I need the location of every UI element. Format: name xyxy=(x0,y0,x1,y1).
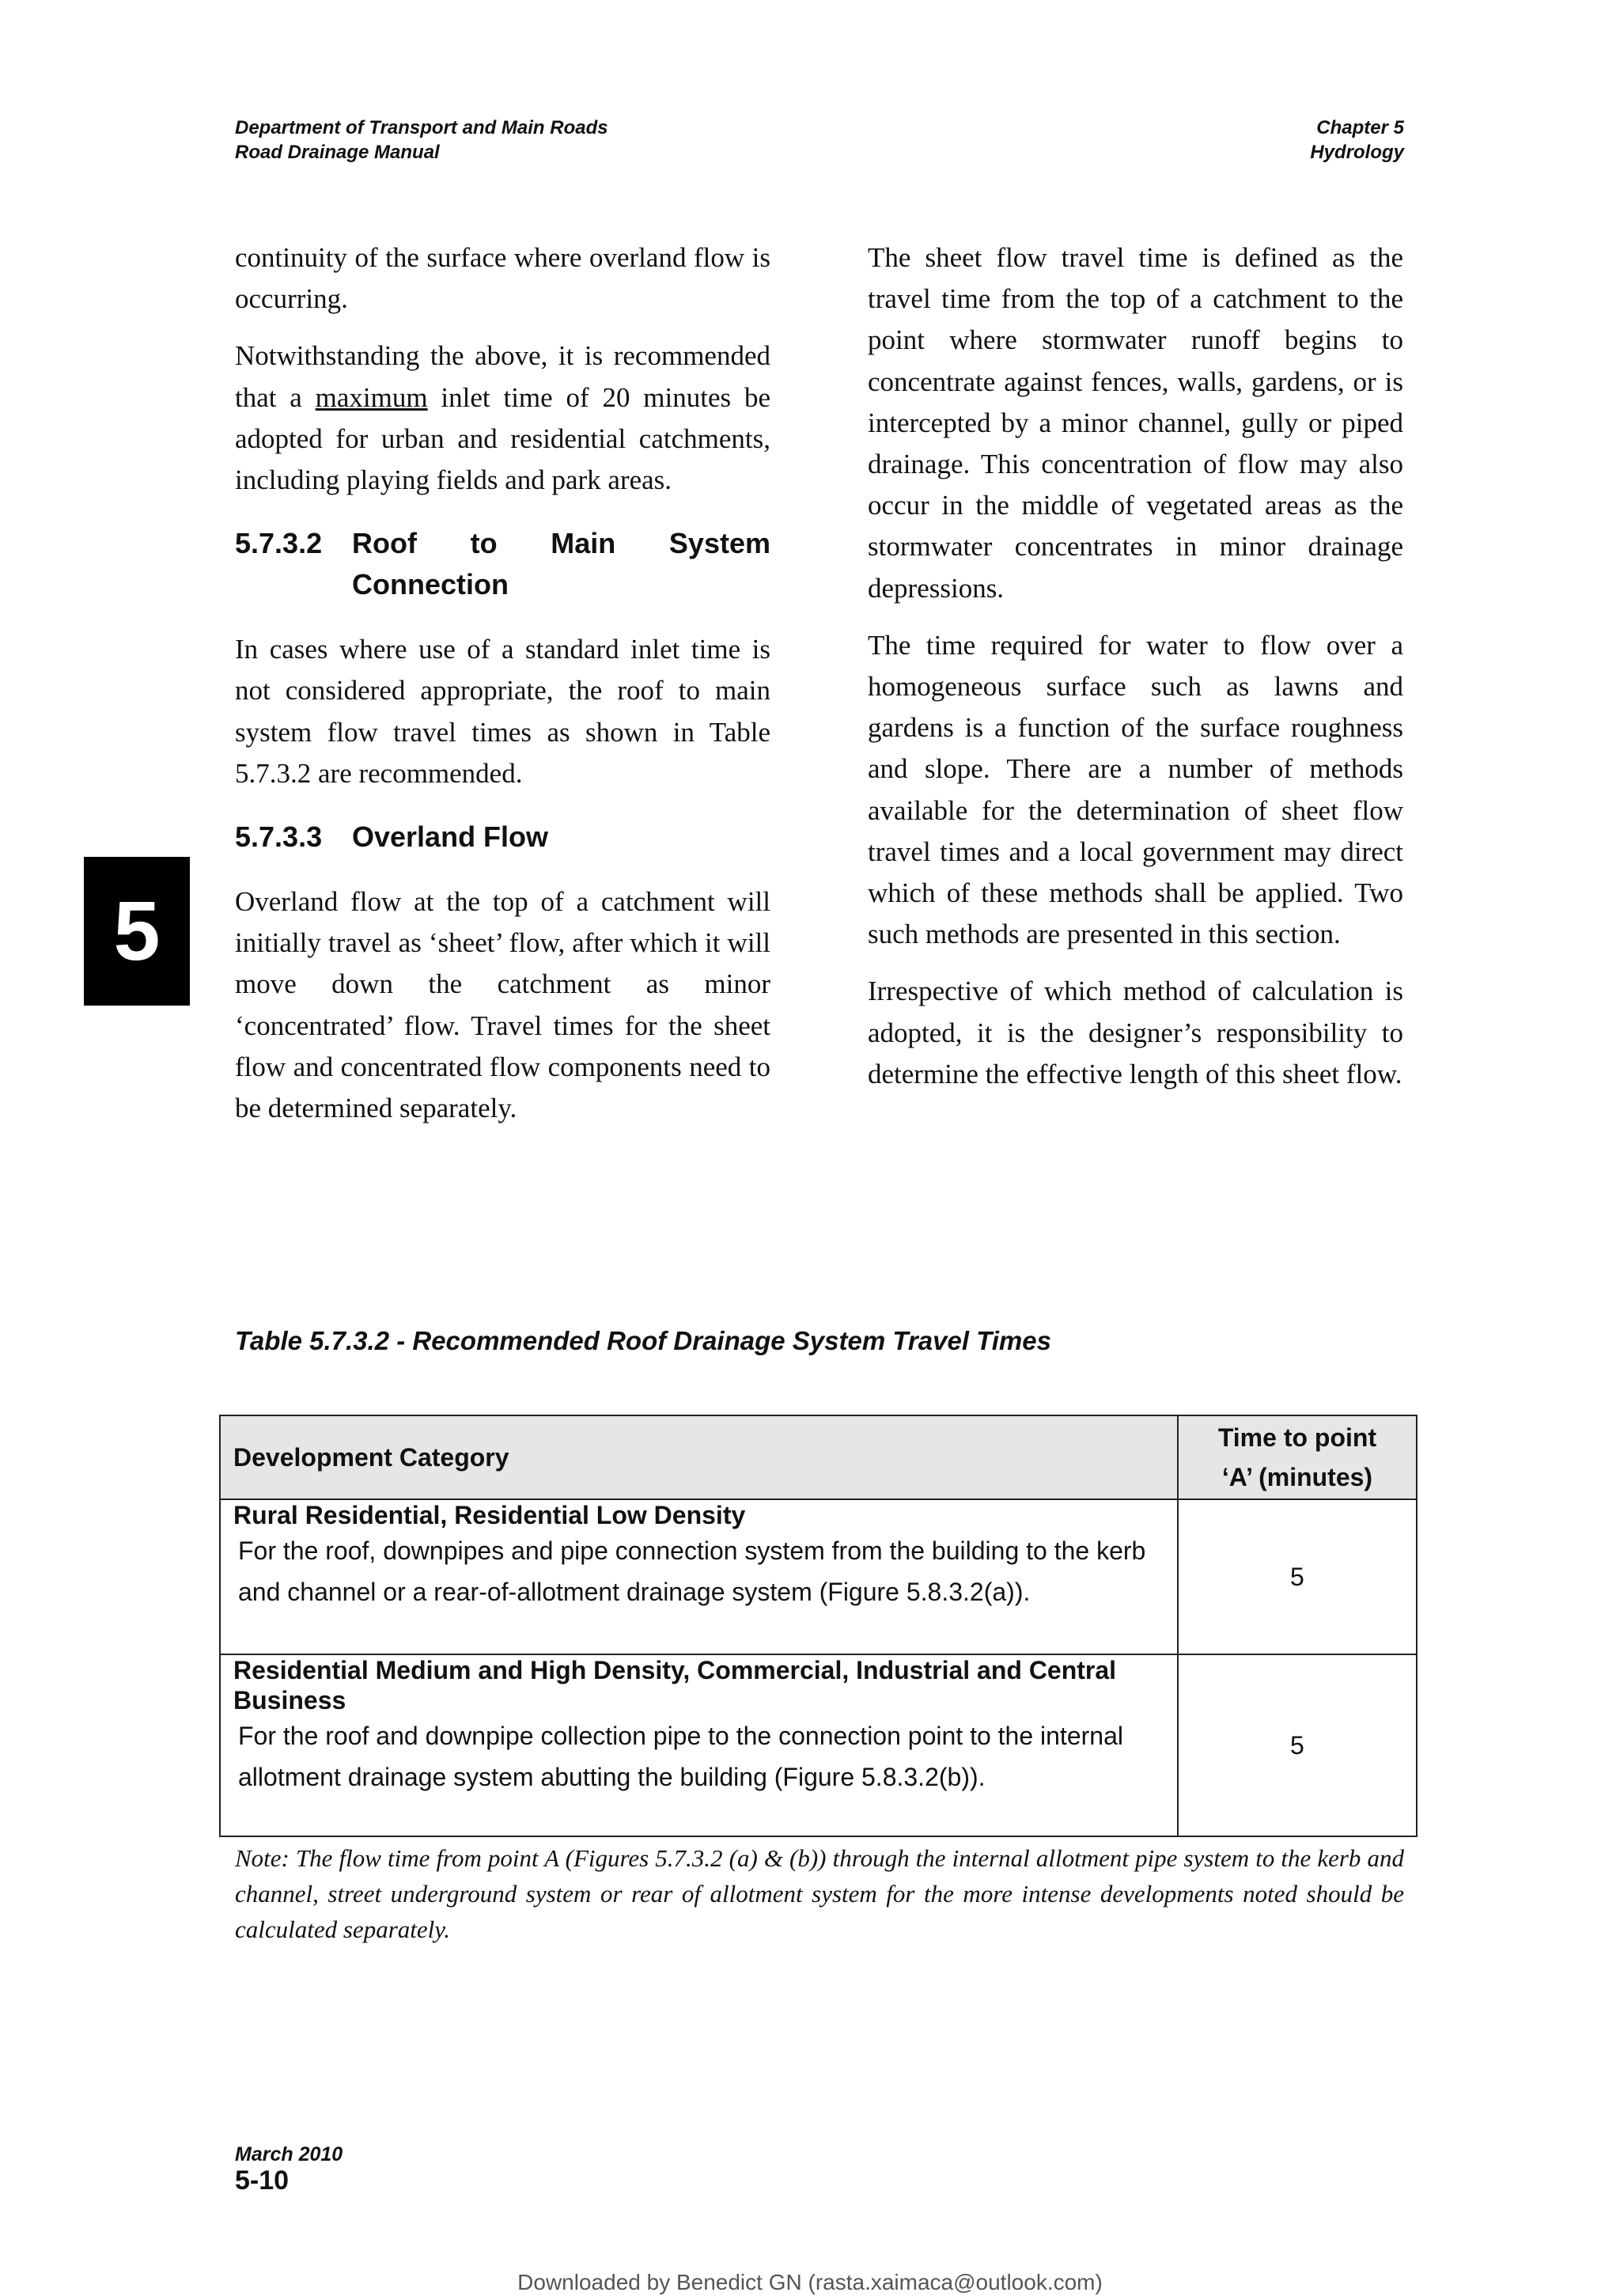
section-heading-5-7-3-2 xyxy=(235,523,770,605)
page-number: 5-10 xyxy=(235,2165,290,2196)
table-caption: Table 5.7.3.2 - Recommended Roof Drainage System Travel Times xyxy=(235,1326,1051,1355)
header-line: Time to point xyxy=(1217,1423,1377,1452)
section-heading-5-7-3-3 xyxy=(235,816,770,858)
category-name: Rural Residential, Residential Low Density xyxy=(233,1501,746,1529)
chapter-tab: 5 xyxy=(84,857,190,1006)
text-run: Notwithstanding the above, it is recommended that a xyxy=(235,340,770,413)
section-number: 5.7.3.3 xyxy=(235,820,323,854)
text-run: inlet time of 20 minutes be adopted for urban and residential catchments, including playing fields and park areas. xyxy=(235,381,770,496)
category-name: Residential Medium and High Density, Commercial, Industrial and Central Business xyxy=(233,1656,1117,1714)
footer-date: March 2010 xyxy=(235,2143,343,2165)
right-column xyxy=(868,237,1403,1111)
page-header-right xyxy=(1310,116,1404,165)
paragraph: Overland flow at the top of a catchment will initially travel as ‘sheet’ flow, after which it will move down the catchment as minor ‘concentrated’ flow. Travel times for the sheet flow and concentrated flow components need to be determined separately. xyxy=(235,886,770,1124)
section-title: Roof to Main System Connection xyxy=(352,527,770,601)
time-cell: 5 xyxy=(1178,1499,1417,1654)
paragraph: The time required for water to flow over a homogeneous surface such as lawns and gardens is a function of the surface roughness and slope. There are a number of methods available for the determination of sheet flow travel times and a local government may direct which of these methods shall be applied. Two such methods are presented in this section. xyxy=(868,629,1403,950)
manual-name: Road Drainage Manual xyxy=(235,142,440,163)
table-row xyxy=(220,1654,1417,1836)
category-description: For the roof and downpipe collection pipe to the connection point to the internal allotment drainage system abutting the building (Figure 5.8.3.2(b)). xyxy=(238,1722,1123,1791)
paragraph: In cases where use of a standard inlet time is not considered appropriate, the roof to main system flow travel times as shown in Table 5.7.3.2 are recommended. xyxy=(235,634,770,789)
table-header-row xyxy=(220,1415,1417,1499)
paragraph xyxy=(235,335,770,501)
table-note: Note: The flow time from point A (Figures 5.7.3.2 (a) & (b)) through the internal allotment pipe system to the kerb and channel, street underground system or rear of allotment system for the more intense developments noted should be calculated separately. xyxy=(235,1844,1404,1943)
category-description: For the roof, downpipes and pipe connection system from the building to the kerb and channel or a rear-of-allotment drainage system (Figure 5.8.3.2(a)). xyxy=(238,1536,1146,1606)
column-header-time xyxy=(1178,1415,1417,1499)
underlined-word: maximum xyxy=(315,381,428,413)
table-row xyxy=(220,1499,1417,1654)
category-cell xyxy=(220,1499,1178,1654)
category-cell xyxy=(220,1654,1178,1836)
paragraph: The sheet flow travel time is defined as the travel time from the top of a catchment to the point where stormwater runoff begins to concentrate against fences, walls, gardens, or is intercepted by a minor channel, gully or piped drainage. This concentration of flow may also occur in the middle of vegetated areas as the stormwater concentrates in minor drainage depressions. xyxy=(868,242,1403,604)
department-name: Department of Transport and Main Roads xyxy=(235,117,608,138)
page-header-left xyxy=(235,116,608,165)
paragraph: continuity of the surface where overland flow is occurring. xyxy=(235,242,770,315)
header-line: ‘A’ (minutes) xyxy=(1221,1463,1373,1491)
chapter-title: Hydrology xyxy=(1310,142,1404,163)
left-column xyxy=(235,237,770,1145)
download-notice: Downloaded by Benedict GN (rasta.xaimaca@outlook.com) xyxy=(517,2270,1103,2294)
travel-times-table xyxy=(219,1415,1418,1837)
time-cell: 5 xyxy=(1178,1654,1417,1836)
chapter-label: Chapter 5 xyxy=(1316,117,1404,138)
section-title: Overland Flow xyxy=(352,820,549,854)
section-number: 5.7.3.2 xyxy=(235,527,323,560)
paragraph: Irrespective of which method of calculation is adopted, it is the designer’s responsibility to determine the effective length of this sheet flow. xyxy=(868,976,1403,1089)
column-header-category: Development Category xyxy=(220,1415,1178,1499)
